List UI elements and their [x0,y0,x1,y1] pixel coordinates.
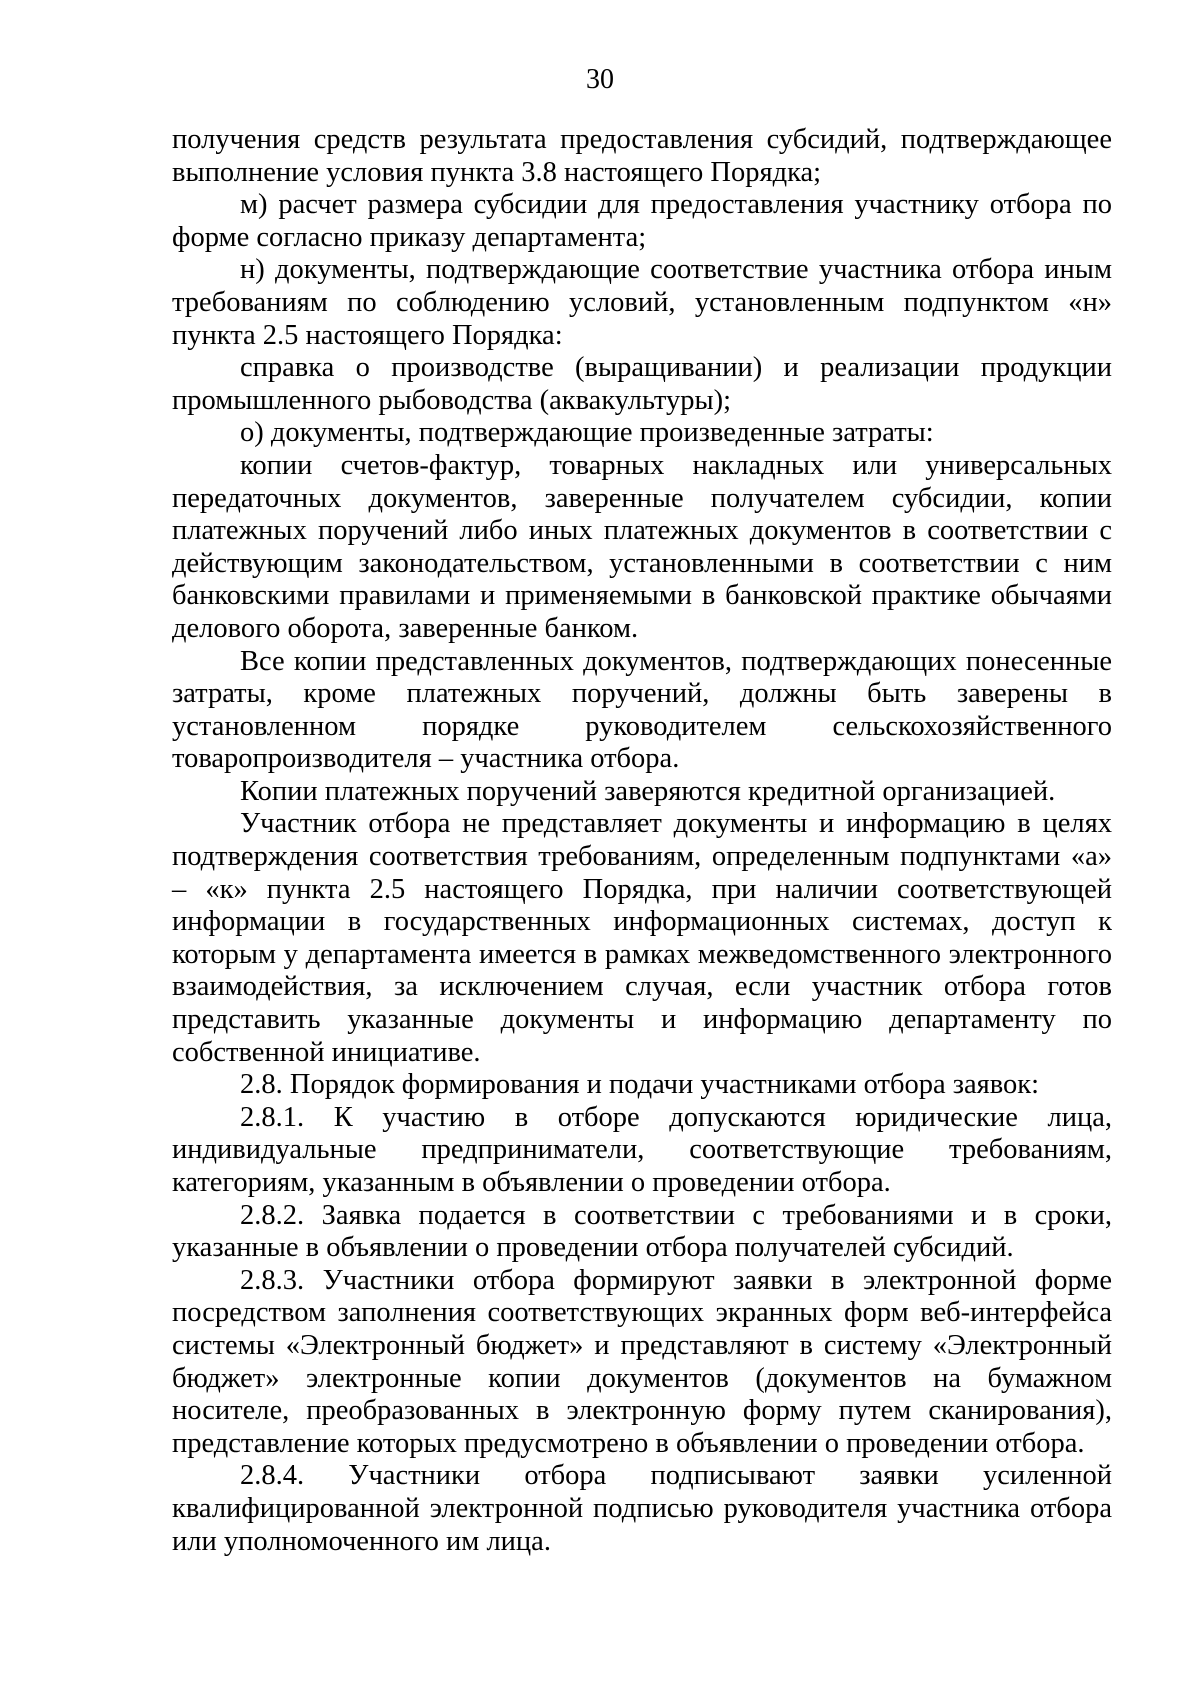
paragraph-participant-not-required: Участник отбора не представляет документы и информацию в целях подтверждения соответствия требованиям, определенным подпунктами «а» – «к» пункта 2.5 настоящего Порядка, при наличии соответствующей информации в государственных информационных системах, доступ к которым у департамента имеется в рамках межведомственного электронного взаимодействия, за исключением случая, если участник отбора готов представить указанные документы и информацию департаменту по собственной инициативе. [172,808,1112,1068]
paragraph-item-n: н) документы, подтверждающие соответствие участника отбора иным требованиям по соблюдению условий, установленным подпунктом «н» пункта 2.5 настоящего Порядка: [172,254,1112,351]
paragraph-continuation: получения средств результата предоставления субсидий, подтверждающее выполнение условия пункта 3.8 настоящего Порядка; [172,124,1112,188]
paragraph-section-2-8-3: 2.8.3. Участники отбора формируют заявки в электронной форме посредством заполнения соответствующих экранных форм веб-интерфейса системы «Электронный бюджет» и представляют в систему «Электронный бюджет» электронные копии документов (документов на бумажном носителе, преобразованных в электронную форму путем сканирования), представление которых предусмотрено в объявлении о проведении отбора. [172,1264,1112,1459]
paragraph-copies-certification: Все копии представленных документов, подтверждающих понесенные затраты, кроме платежных поручений, должны быть заверены в установленном порядке руководителем сельскохозяйственного товаропроизводителя – участника отбора. [172,645,1112,775]
paragraph-section-2-8-2: 2.8.2. Заявка подается в соответствии с требованиями и в сроки, указанные в объявлении о проведении отбора получателей субсидий. [172,1199,1112,1264]
paragraph-item-m: м) расчет размера субсидии для предоставления участнику отбора по форме согласно приказу департамента; [172,189,1112,253]
paragraph-invoice-copies: копии счетов-фактур, товарных накладных или универсальных передаточных документов, заверенные получателем субсидии, копии платежных поручений либо иных платежных документов в соответствии с действующим законодательством, установленными в соответствии с ним банковскими правилами и применяемыми в банковской практике обычаями делового оборота, заверенные банком. [172,449,1112,644]
paragraph-section-2-8-4: 2.8.4. Участники отбора подписывают заявки усиленной квалифицированной электронной подписью руководителя участника отбора или уполномоченного им лица. [172,1460,1112,1557]
paragraph-production-certificate: справка о производстве (выращивании) и реализации продукции промышленного рыбоводства (аквакультуры); [172,352,1112,416]
page-number: 30 [586,64,614,95]
paragraph-section-2-8-1: 2.8.1. К участию в отборе допускаются юридические лица, индивидуальные предприниматели, соответствующие требованиям, категориям, указанным в объявлении о проведении отбора. [172,1101,1112,1198]
document-body [172,124,1112,1558]
paragraph-item-o: о) документы, подтверждающие произведенные затраты: [240,417,934,449]
paragraph-payment-orders: Копии платежных поручений заверяются кредитной организацией. [240,775,1056,807]
paragraph-section-2-8: 2.8. Порядок формирования и подачи участниками отбора заявок: [240,1069,1040,1101]
